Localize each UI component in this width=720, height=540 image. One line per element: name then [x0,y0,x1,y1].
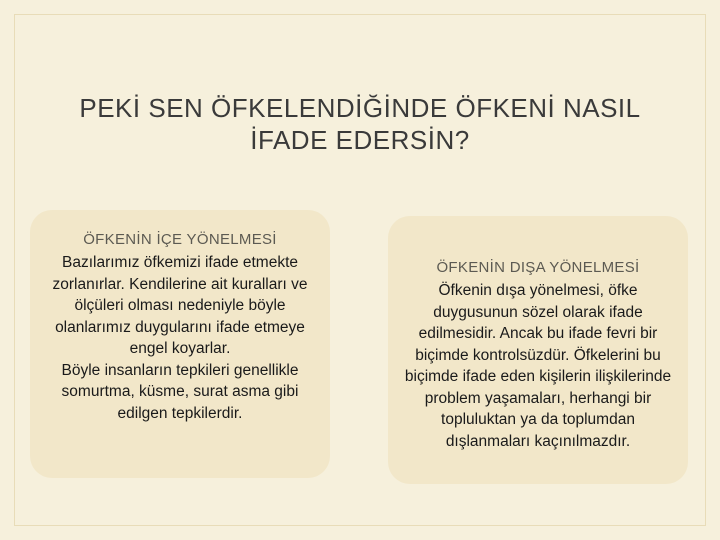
inward-anger-text: Bazılarımız öfkemizi ifade etmekte zorlanırlar. Kendilerine ait kuralları ve ölçüleri olması nedeniyle böyle olanlarımız duygularını ifade etmeye engel koyarlar. Böyle insanların tepkileri genellikle somurtma, küsme, surat asma gibi edilgen tepkilerdir. [52,254,308,422]
inward-anger-heading: ÖFKENİN İÇE YÖNELMESİ [83,231,277,248]
outward-anger-heading: ÖFKENİN DIŞA YÖNELMESİ [436,259,640,276]
outward-anger-text: Öfkenin dışa yönelmesi, öfke duygusunun sözel olarak ifade edilmesidir. Ancak bu ifade fevri bir biçimde kontrolsüzdür. Öfkelerini bu biçimde ifade eden kişilerin ilişkilerinde problem yaşamaları, herhangi bir topluluktan ya da toplumdan dışlanmaları kaçınılmazdır. [404,282,672,450]
inward-anger-panel [30,210,330,478]
slide-title: PEKİ SEN ÖFKELENDİĞİNDE ÖFKENİ NASIL İFADE EDERSİN? [79,93,641,155]
outward-anger-panel [388,216,688,484]
